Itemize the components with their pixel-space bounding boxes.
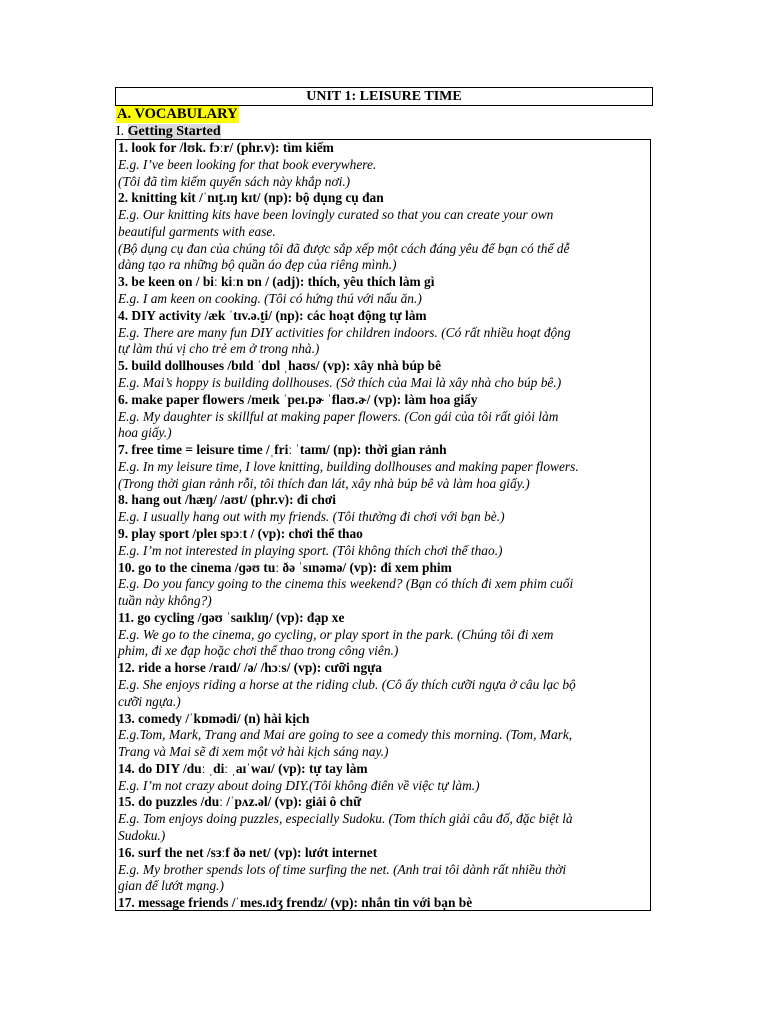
vocab-example-line: Sudoku.) bbox=[118, 828, 166, 844]
vocab-example-line: E.g. There are many fun DIY activities for children indoors. (Có rất nhiều hoạt động bbox=[118, 324, 571, 340]
vocab-entry bbox=[118, 190, 648, 274]
unit-title: UNIT 1: LEISURE TIME bbox=[115, 87, 653, 106]
vocab-example-line: E.g. She enjoys riding a horse at the riding club. (Cô ấy thích cưỡi ngựa ở câu lạc bộ bbox=[118, 677, 576, 692]
vocab-term: 4. DIY activity /æk ˈtɪv.ə.t̬i/ (np): các hoạt động tự làm bbox=[118, 307, 427, 323]
vocab-example-line: E.g. Tom enjoys doing puzzles, especially Sudoku. (Tom thích giải câu đố, đặc biệt là bbox=[118, 811, 573, 827]
vocab-entry bbox=[118, 610, 648, 660]
vocab-term: 2. knitting kit /ˈnɪt̬.ɪŋ kɪt/ (np): bộ dụng cụ đan bbox=[118, 190, 384, 206]
vocab-entry bbox=[118, 358, 648, 392]
vocab-entry bbox=[118, 794, 648, 844]
vocab-example-line: E.g. My brother spends lots of time surfing the net. (Anh trai tôi dành rất nhiều thời bbox=[118, 861, 567, 877]
vocab-term: 1. look for /lʊk. fɔːr/ (phr.v): tìm kiếm bbox=[118, 140, 334, 155]
vocab-term: 10. go to the cinema /ɡəʊ tuː ðə ˈsɪnəmə/ (vp): đi xem phim bbox=[118, 559, 452, 575]
vocab-example-line: E.g. I’m not crazy about doing DIY.(Tôi không điên về việc tự làm.) bbox=[118, 777, 480, 793]
vocab-term: 16. surf the net /sɜːf ðə net/ (vp): lướt internet bbox=[118, 844, 378, 860]
vocab-example-line: E.g. Our knitting kits have been lovingly curated so that you can create your own bbox=[118, 207, 554, 223]
vocab-term: 5. build dollhouses /bɪld ˈdɒl ˌhaʊs/ (vp): xây nhà búp bê bbox=[118, 358, 442, 374]
vocab-entry bbox=[118, 711, 648, 761]
vocab-term: 6. make paper flowers /meɪk ˈpeɪ.pɚ ˈflaʊ.ɚ/ (vp): làm hoa giấy bbox=[118, 391, 478, 407]
vocab-example-line: E.g. I’m not interested in playing sport. (Tôi không thích chơi thể thao.) bbox=[118, 542, 503, 558]
vocab-example-line: gian để lướt mạng.) bbox=[118, 878, 224, 894]
vocab-example-line: Trang và Mai sẽ đi xem một vở hài kịch sáng nay.) bbox=[118, 744, 389, 760]
vocab-entry bbox=[118, 308, 648, 358]
vocab-example-line: E.g. I am keen on cooking. (Tôi có hứng thú với nấu ăn.) bbox=[118, 291, 422, 307]
vocab-example-line: E.g. In my leisure time, I love knitting, building dollhouses and making paper flowers. bbox=[118, 458, 579, 474]
vocab-entry bbox=[118, 895, 648, 911]
vocab-term: 17. message friends /ˈmes.ɪdʒ frendz/ (vp): nhắn tin với bạn bè bbox=[118, 895, 473, 911]
vocab-entry bbox=[118, 526, 648, 560]
vocab-entry bbox=[118, 442, 648, 492]
vocabulary-list bbox=[115, 139, 651, 911]
vocab-entry bbox=[118, 560, 648, 610]
vocab-term: 7. free time = leisure time /ˌfriː ˈtaɪm/ (np): thời gian rảnh bbox=[118, 442, 447, 458]
vocab-example-line: E.g. We go to the cinema, go cycling, or play sport in the park. (Chúng tôi đi xem bbox=[118, 626, 554, 642]
vocab-term: 15. do puzzles /duː /ˈpʌz.əl/ (vp): giải ô chữ bbox=[118, 794, 362, 810]
vocab-entry bbox=[118, 392, 648, 442]
vocab-example-line: E.g. I’ve been looking for that book everywhere. bbox=[118, 156, 377, 172]
vocab-entry bbox=[118, 660, 648, 710]
subsection-label: Getting Started bbox=[127, 124, 221, 139]
vocab-example-line: (Trong thời gian rảnh rỗi, tôi thích đan lát, xây nhà búp bê và làm hoa giấy.) bbox=[118, 475, 530, 491]
vocab-example-line: dàng tạo ra những bộ quần áo đẹp của riêng mình.) bbox=[118, 257, 397, 273]
vocab-entry bbox=[118, 761, 648, 795]
vocab-term: 8. hang out /hæŋ/ /aʊt/ (phr.v): đi chơi bbox=[118, 492, 336, 508]
vocab-entry bbox=[118, 492, 648, 526]
vocab-term: 3. be keen on / biː kiːn ɒn / (adj): thích, yêu thích làm gì bbox=[118, 274, 435, 290]
vocab-example-line: cưỡi ngựa.) bbox=[118, 693, 181, 709]
vocab-example-line: tự làm thú vị cho trẻ em ở trong nhà.) bbox=[118, 341, 320, 357]
vocab-entry bbox=[118, 845, 648, 895]
vocab-example-line: (Bộ dụng cụ đan của chúng tôi đã được sắp xếp một cách đáng yêu để bạn có thể dễ bbox=[118, 240, 570, 256]
vocab-example-line: E.g. I usually hang out with my friends. (Tôi thường đi chơi với bạn bè.) bbox=[118, 509, 505, 525]
vocab-term: 11. go cycling /ɡəʊ ˈsaɪklɪŋ/ (vp): đạp xe bbox=[118, 609, 345, 625]
vocab-term: 14. do DIY /duː ˌdiː ˌaɪˈwaɪ/ (vp): tự tay làm bbox=[118, 760, 368, 776]
vocab-example-line: E.g. Mai’s hoppy is building dollhouses. (Sở thích của Mai là xây nhà cho búp bê.) bbox=[118, 374, 562, 390]
vocab-example-line: phim, đi xe đạp hoặc chơi thể thao trong công viên.) bbox=[118, 643, 399, 659]
vocab-entry bbox=[118, 140, 648, 190]
vocab-example-line: (Tôi đã tìm kiếm quyển sách này khắp nơi.) bbox=[118, 173, 351, 189]
vocab-example-line: E.g. Do you fancy going to the cinema this weekend? (Bạn có thích đi xem phim cuối bbox=[118, 576, 574, 592]
vocab-example-line: hoa giấy.) bbox=[118, 425, 172, 441]
vocab-term: 12. ride a horse /raɪd/ /ə/ /hɔːs/ (vp): cưỡi ngựa bbox=[118, 660, 382, 676]
vocab-example-line: E.g. My daughter is skillful at making paper flowers. (Con gái của tôi rất giỏi làm bbox=[118, 408, 559, 424]
vocab-term: 13. comedy /ˈkɒmədi/ (n) hài kịch bbox=[118, 710, 310, 726]
subsection-number: I. bbox=[116, 124, 125, 139]
vocab-example-line: beautiful garments with ease. bbox=[118, 223, 276, 239]
vocab-entry bbox=[118, 274, 648, 308]
subsection-heading bbox=[116, 123, 221, 140]
section-heading: A. VOCABULARY bbox=[117, 106, 238, 122]
vocab-term: 9. play sport /pleɪ spɔːt / (vp): chơi thể thao bbox=[118, 525, 363, 541]
vocab-example-line: tuần này không?) bbox=[118, 593, 212, 609]
vocab-example-line: E.g.Tom, Mark, Trang and Mai are going to see a comedy this morning. (Tom, Mark, bbox=[118, 727, 573, 743]
